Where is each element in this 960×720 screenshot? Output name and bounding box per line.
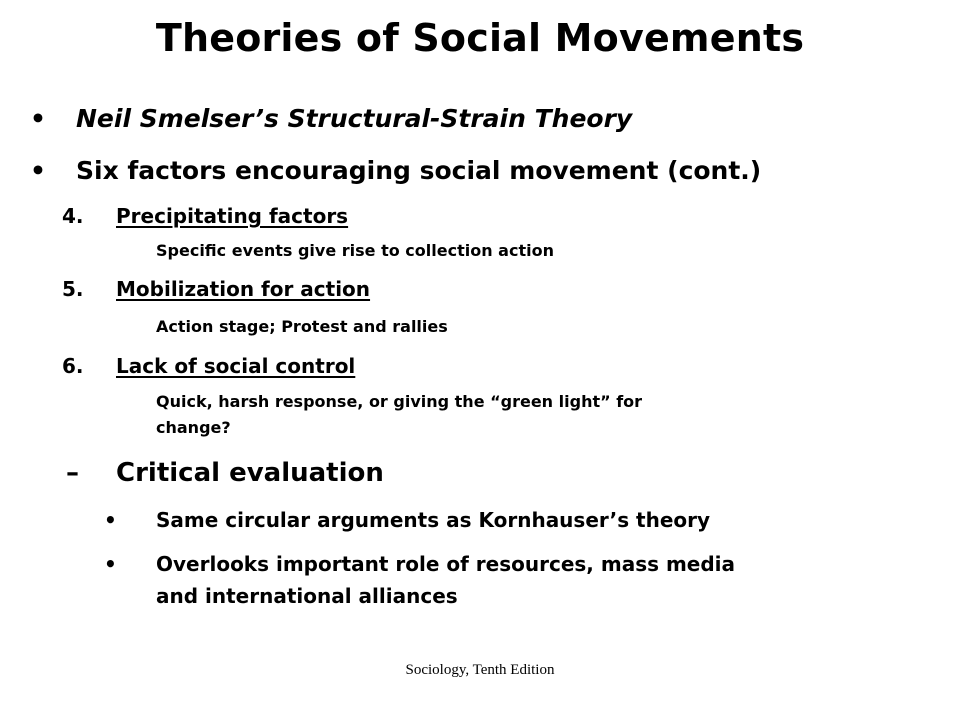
factor-name: Lack of social control: [116, 354, 356, 378]
factor-number: 5.: [62, 277, 84, 301]
evaluation-heading: Critical evaluation: [116, 458, 384, 488]
factor-detail: Quick, harsh response, or giving the “green light” for: [156, 392, 643, 411]
factor-detail: change?: [156, 418, 231, 437]
dash-marker: –: [66, 458, 79, 488]
factor-name: Precipitating factors: [116, 204, 349, 228]
bullet-marker: •: [30, 104, 46, 133]
bullet-theory-name: Neil Smelser’s Structural-Strain Theory: [76, 104, 633, 133]
factor-number: 6.: [62, 354, 84, 378]
bullet-six-factors: Six factors encouraging social movement (cont.): [76, 156, 762, 185]
evaluation-point: Same circular arguments as Kornhauser’s theory: [156, 508, 711, 532]
bullet-marker: •: [104, 508, 117, 532]
factor-number: 4.: [62, 204, 84, 228]
slide-footer: Sociology, Tenth Edition: [405, 662, 555, 678]
evaluation-point: Overlooks important role of resources, mass media: [156, 552, 736, 576]
bullet-marker: •: [104, 552, 117, 576]
slide-title: Theories of Social Movements: [155, 16, 805, 60]
factor-detail: Specific events give rise to collection action: [156, 241, 554, 260]
evaluation-point: and international alliances: [156, 584, 458, 608]
bullet-marker: •: [30, 156, 46, 185]
factor-name: Mobilization for action: [116, 277, 371, 301]
factor-detail: Action stage; Protest and rallies: [156, 317, 448, 336]
